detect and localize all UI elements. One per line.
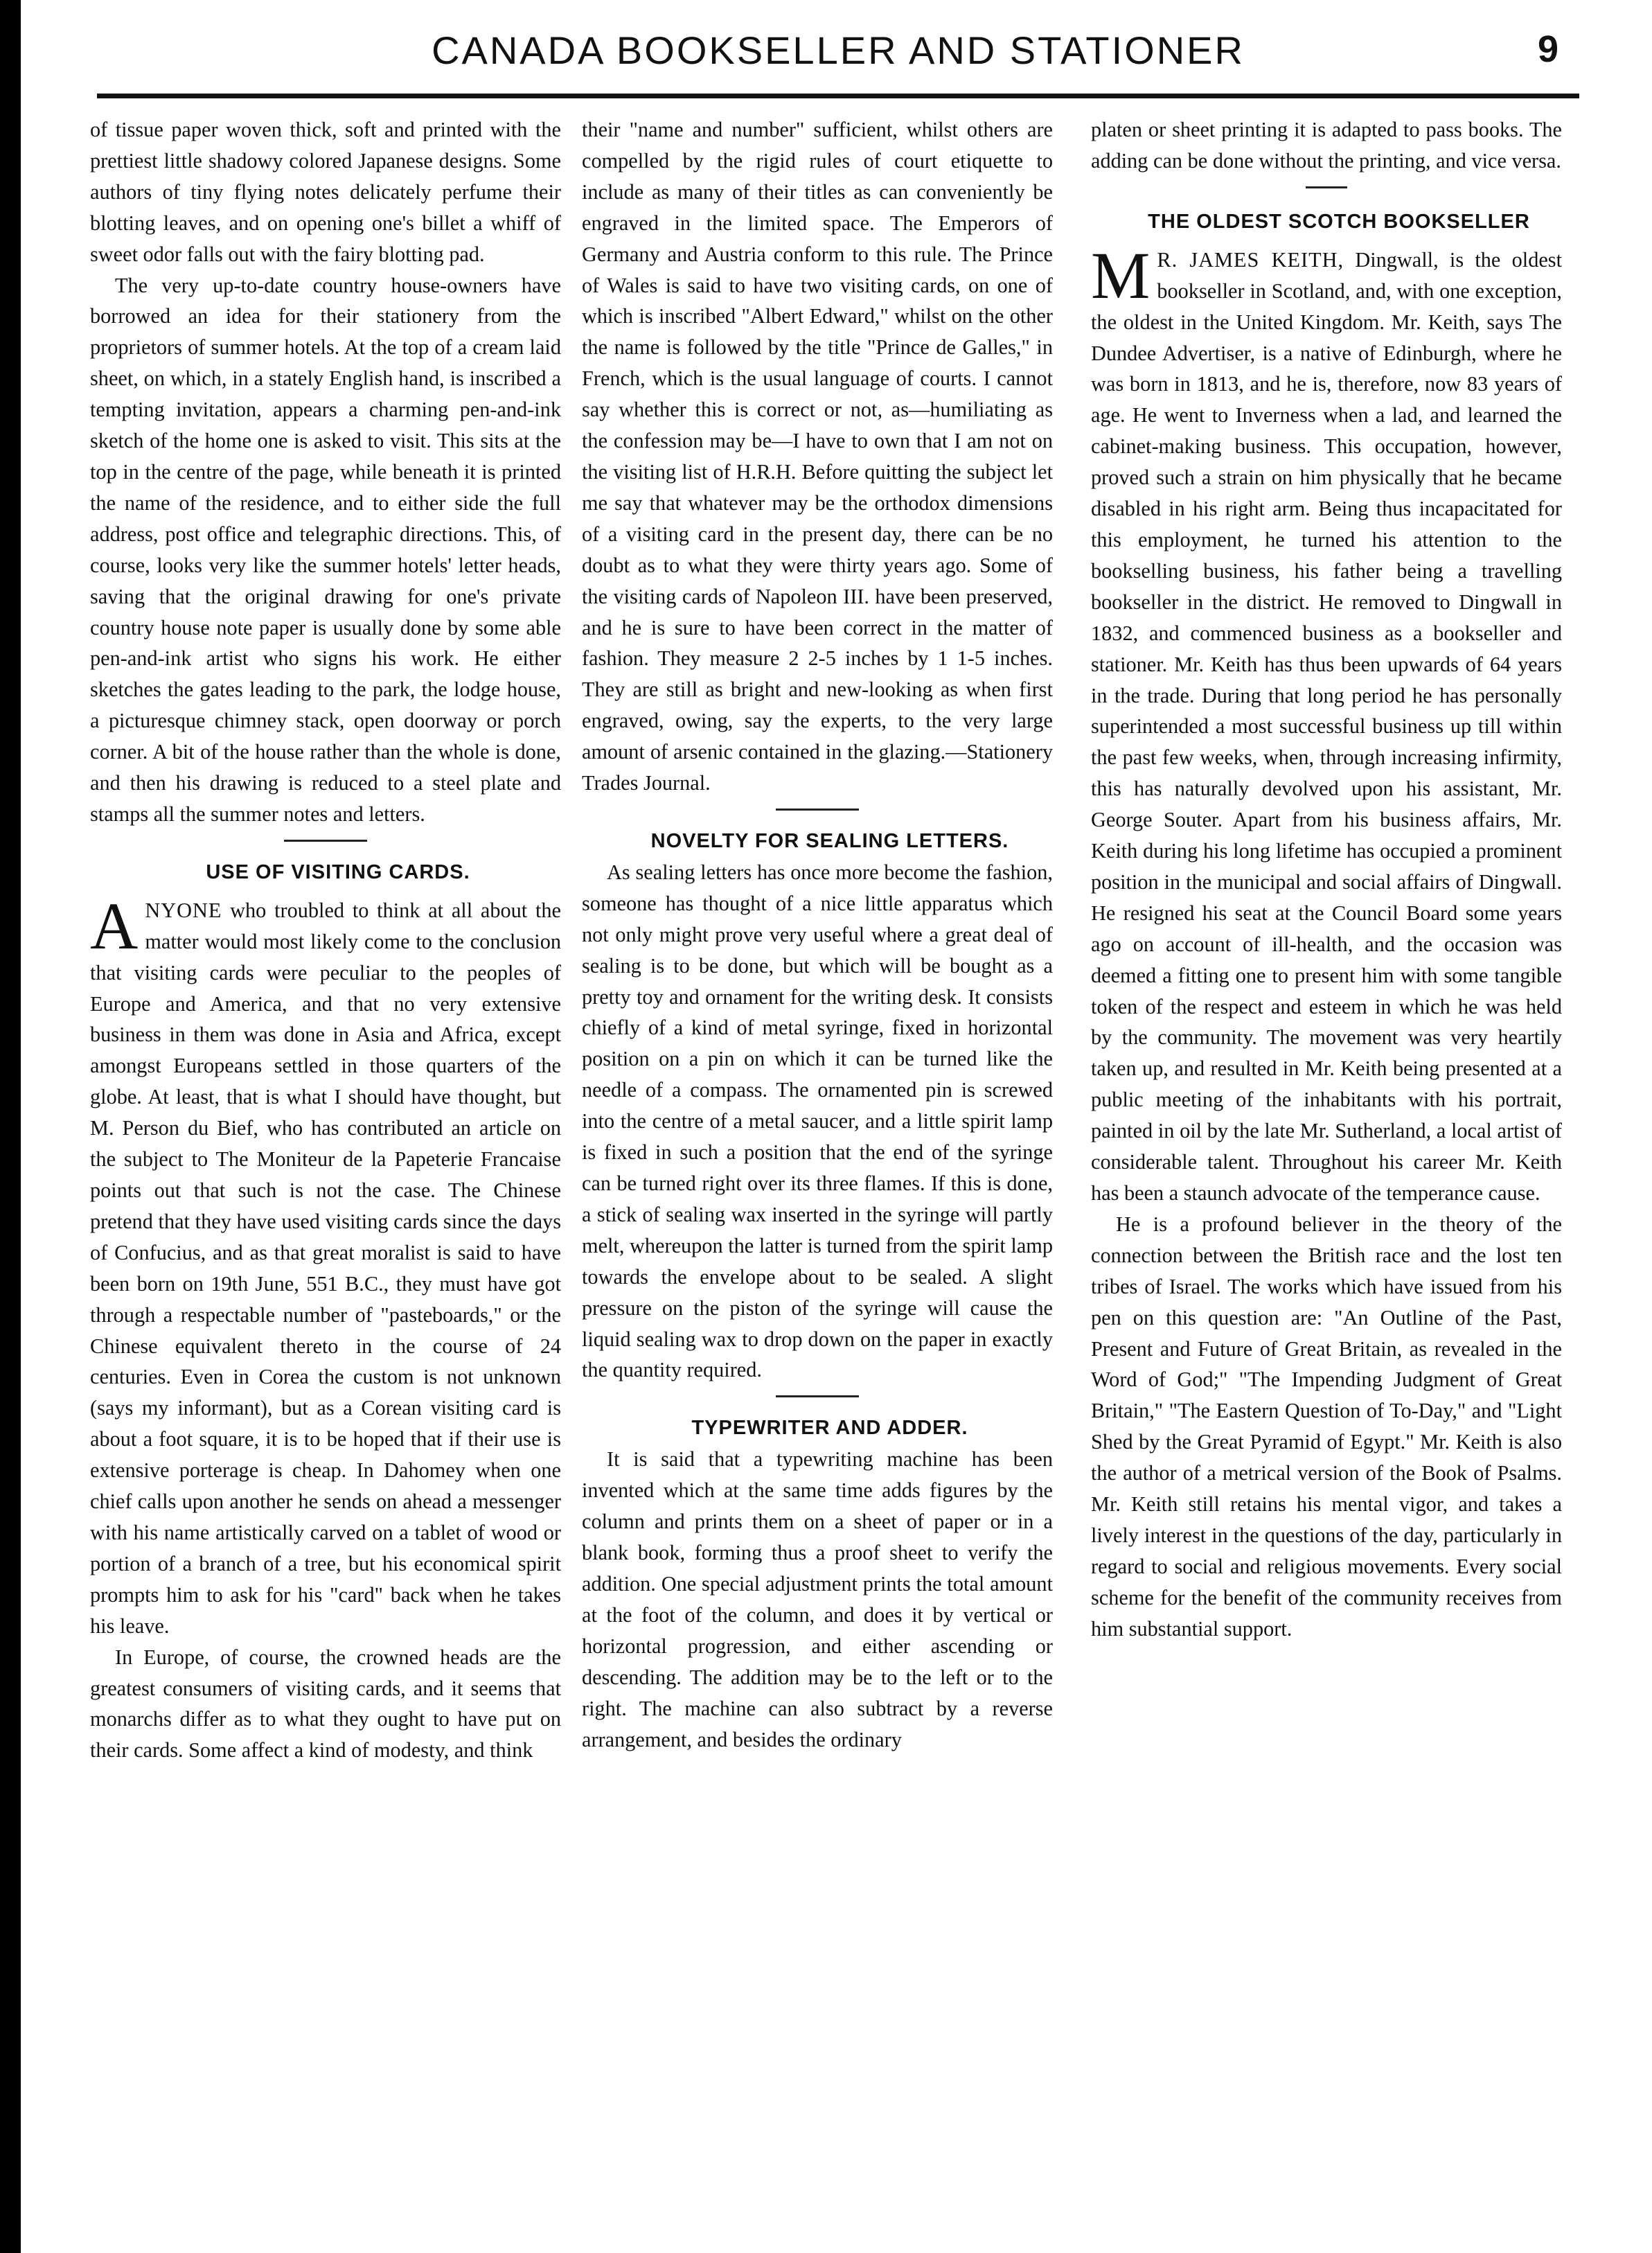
paragraph: of tissue paper woven thick, soft and printed with the prettiest little shadowy colored Japanese designs. Some authors of tiny flying notes delicately perfume their blotting leaves, and on opening one's billet a whiff of sweet odor falls out with the fairy blotting pad. xyxy=(90,118,561,266)
lead-caps: NYONE xyxy=(145,898,222,922)
column-3 xyxy=(1091,114,1562,1645)
scan-edge-bar xyxy=(0,0,21,2253)
header-rule xyxy=(97,94,1579,98)
drop-cap: M xyxy=(1091,238,1151,312)
article-heading: TYPEWRITER AND ADDER. xyxy=(691,1417,968,1440)
publication-title: CANADA BOOKSELLER AND STATIONER xyxy=(432,28,1245,72)
article-heading: USE OF VISITING CARDS. xyxy=(206,860,470,883)
lead-caps: R. JAMES KEITH, xyxy=(1157,247,1344,272)
paragraph: He is a profound believer in the theory of the connection between the British race and the lost ten tribes of Israel. The works which have issued from his pen on this question are: "An Outline of the Past, Present and Future of Great Britain, as revealed in the Word of God;" "The Impending Judgment of Great Britain," "The Eastern Question of To-Day," and "Light Shed by the Great Pyramid of Egypt." Mr. Keith is also the author of a metrical version of the Book of Psalms. Mr. Keith still retains his mental vigor, and takes a lively interest in the questions of the day, particularly in regard to social and religious movements. Every social scheme for the benefit of the community receives from him substantial support. xyxy=(1091,1212,1562,1641)
article-heading: THE OLDEST SCOTCH BOOKSELLER xyxy=(1148,210,1530,233)
drop-cap: A xyxy=(90,888,139,963)
article-heading: NOVELTY FOR SEALING LETTERS. xyxy=(650,829,1009,852)
paragraph: their "name and number" sufficient, whilst others are compelled by the rigid rules of court etiquette to include as many of their titles as can conveniently be engraved in the limited space. The Emperors of Germany and Austria conform to this rule. The Prince of Wales is said to have two visiting cards, on one of which is inscribed "Albert Edward," whilst on the other the name is followed by the title "Prince de Galles," in French, which is the usual language of courts. I cannot say whether this is correct or not, as—humiliating as the confession may be—I have to own that I am not on the visiting list of H.R.H. Before quitting the subject let me say that whatever may be the orthodox dimensions of a visiting card in the present day, there can be no doubt as to what they were thirty years ago. Some of the visiting cards of Napoleon III. have been preserved, and he is sure to have been correct in the matter of fashion. They measure 2 2-5 inches by 1 1-5 inches. They are still as bright and new-looking as when first engraved, owing, say the experts, to the very large amount of arsenic contained in the glazing.—Stationery Trades Journal. xyxy=(582,118,1053,795)
page-number: 9 xyxy=(1537,28,1558,70)
column-1 xyxy=(90,114,561,1766)
paragraph: platen or sheet printing it is adapted to pass books. The adding can be done without the printing, and vice versa. xyxy=(1091,118,1562,173)
section-divider xyxy=(776,1395,859,1397)
paragraph-text: who troubled to think at all about the matter would most likely come to the conclusion that visiting cards were peculiar to the peoples of Europe and America, and that no very extensive business in them was done in Asia and Africa, except amongst Europeans settled in those quarters of the globe. At least, that is what I should have thought, but M. Person du Bief, who has contributed an article on the subject to The Moniteur de la Papeterie Francaise points out that such is not the case. The Chinese pretend that they have used visiting cards since the days of Confucius, and as that great moralist is said to have been born on 19th June, 551 B.C., they must have got through a respectable number of "pasteboards," or the Chinese equivalent thereto in the course of 24 centuries. Even in Corea the custom is not unknown (says my informant), but as a Corean visiting card is about a foot square, it is to be hoped that if their use is extensive porterage is cheap. In Dahomey when one chief calls upon another he sends on ahead a messenger with his name artistically carved on a tablet of wood or portion of a branch of a tree, but his economical spirit prompts him to ask for his "card" back when he takes his leave. xyxy=(90,898,561,1638)
section-divider xyxy=(776,809,859,811)
page-header xyxy=(104,28,1572,83)
paragraph-text: Dingwall, is the oldest bookseller in Scotland, and, with one exception, the oldest in the United Kingdom. Mr. Keith, says The Dundee Advertiser, is a native of Edinburgh, where he was born in 1813, and he is, therefore, now 83 years of age. He went to Inverness when a lad, and learned the cabinet-making business. This occupation, however, proved such a strain on him physically that he became disabled in his right arm. Being thus incapacitated for this employment, he turned his attention to the bookselling business, his father being a travelling bookseller in the district. He removed to Dingwall in 1832, and commenced business as a bookseller and stationer. Mr. Keith has thus been upwards of 64 years in the trade. During that long period he has personally superintended a most successful business up till within the past few weeks, when, through increasing infirmity, this has naturally devolved upon his assistant, Mr. George Souter. Apart from his business affairs, Mr. Keith during his long lifetime has occupied a prominent position in the municipal and social affairs of Dingwall. He resigned his seat at the Council Board some years ago on account of ill-health, and the occasion was deemed a fitting one to present him with some tangible token of the respect and esteem in which he was held by the community. The movement was very heartily taken up, and resulted in Mr. Keith being presented at a public meeting of the inhabitants with his portrait, painted in oil by the late Mr. Sutherland, a local artist of considerable talent. Throughout his career Mr. Keith has been a staunch advocate of the temperance cause. xyxy=(1091,247,1562,1205)
paragraph: It is said that a typewriting machine has been invented which at the same time adds figures by the column and prints them on a sheet of paper or in a blank book, forming thus a proof sheet to verify the addition. One special adjustment prints the total amount at the foot of the column, and does it by vertical or horizontal progression, and either ascending or descending. The addition may be to the left or to the right. The machine can also subtract by a reverse arrangement, and besides the ordinary xyxy=(582,1447,1053,1751)
column-2 xyxy=(582,114,1053,1755)
paragraph xyxy=(90,888,561,1642)
section-divider xyxy=(284,840,367,842)
paragraph: In Europe, of course, the crowned heads are the greatest consumers of visiting cards, and it seems that monarchs differ as to what they ought to have put on their cards. Some affect a kind of modesty, and think xyxy=(90,1645,561,1762)
paragraph xyxy=(1091,238,1562,1209)
section-divider xyxy=(1306,186,1347,188)
paragraph: As sealing letters has once more become the fashion, someone has thought of a nice little apparatus which not only might prove very useful where a great deal of sealing is to be done, but which will be bought as a pretty toy and ornament for the writing desk. It consists chiefly of a kind of metal syringe, fixed in horizontal position on a pin on which it can be turned like the needle of a compass. The ornamented pin is screwed into the centre of a metal saucer, and a little spirit lamp is fixed in such a position that the end of the syringe can be turned right over its three flames. If this is done, a stick of sealing wax inserted in the syringe will partly melt, whereupon the latter is turned from the spirit lamp towards the envelope about to be sealed. A slight pressure on the piston of the syringe will cause the liquid sealing wax to drop down on the paper in exactly the quantity required. xyxy=(582,860,1053,1382)
paragraph: The very up-to-date country house-owners have borrowed an idea for their stationery from the proprietors of summer hotels. At the top of a cream laid sheet, on which, in a stately English hand, is inscribed a tempting invitation, appears a charming pen-and-ink sketch of the home one is asked to visit. This sits at the top in the centre of the page, while beneath it is printed the name of the residence, and to either side the full address, post office and telegraphic directions. This, of course, looks very like the summer hotels' letter heads, saving that the original drawing for one's private country house note paper is usually done by some able pen-and-ink artist who signs his work. He either sketches the gates leading to the park, the lodge house, a picturesque chimney stack, open doorway or porch corner. A bit of the house rather than the whole is done, and then his drawing is reduced to a steel plate and stamps all the summer notes and letters. xyxy=(90,273,561,826)
